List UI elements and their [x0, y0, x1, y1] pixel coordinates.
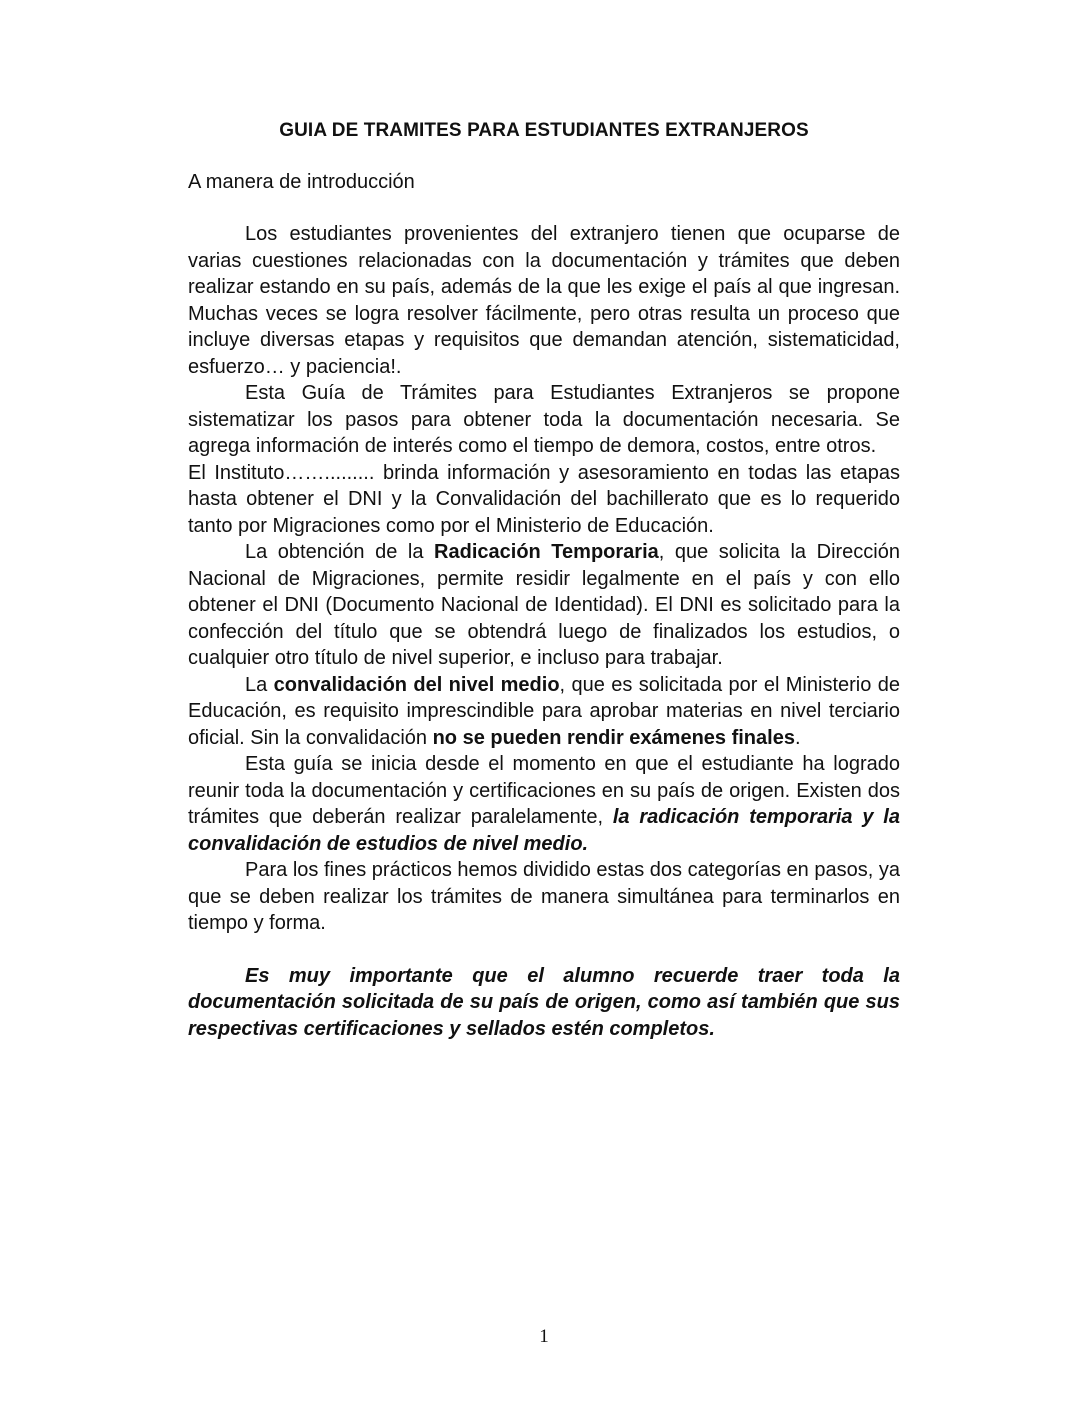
paragraph-6-text-pre: Esta guía se inicia desde el momento en que el estudiante ha logrado reunir toda la documentación y certificaciones en su país de origen. Existen dos trámites que deberán realizar paralelamente, — [188, 753, 900, 828]
paragraph-2: Esta Guía de Trámites para Estudiantes Extranjeros se propone sistematizar los pasos para obtener toda la documentación necesaria. Se agrega información de interés como el tiempo de demora, costos, entre otros. — [188, 382, 900, 457]
paragraph-5-text-post: . — [794, 726, 801, 749]
paragraph-3: El Instituto……......... brinda información y asesoramiento en todas las etapas hasta obtener el DNI y la Convalidación del bachillerato que es lo requerido tanto por Migraciones como por el Ministerio de Educación. — [188, 461, 900, 537]
radicacion-temporaria-emphasis: Radicación Temporaria — [434, 541, 659, 563]
paragraph-6 — [188, 751, 900, 857]
paragraph-7: Para los fines prácticos hemos dividido estas dos categorías en pasos, ya que se deben realizar los trámites de manera simultánea para terminarlos en tiempo y forma. — [188, 859, 900, 934]
paragraph-1: Los estudiantes provenientes del extranjero tienen que ocuparse de varias cuestiones relacionadas con la documentación y trámites que deben realizar estando en su país, además de la que les exige el país al que ingresan. Muchas veces se logra resolver fácilmente, pero otras resulta un proceso que incluye diversas etapas y requisitos que demandan atención, sistematicidad, esfuerzo… y paciencia!. — [188, 223, 900, 378]
paragraph-4-text-post: , que solicita la Dirección Nacional de Migraciones, permite residir legalmente en el país y con ello obtener el DNI (Documento Nacional de Identidad). El DNI es solicitado para la confección del título que se obtendrá luego de finalizados los estudios, o cualquier otro título de nivel superior, e incluso para trabajar. — [188, 541, 900, 669]
paragraph-4-text-pre: La obtención de la — [245, 541, 435, 563]
tramites-emphasis: la radicación temporaria y la convalidación de estudios de nivel medio. — [188, 806, 900, 855]
paragraph-5-text-mid: , que es solicitada por el Ministerio de Educación, es requisito imprescindible para aprobar materias en nivel terciario oficial. Sin la convalidación — [188, 673, 900, 749]
closing-note: Es muy importante que el alumno recuerde traer toda la documentación solicitada de su país de origen, como así también que sus respectivas certificaciones y sellados estén completos. — [188, 964, 900, 1040]
paragraph-4 — [188, 539, 900, 672]
document-title: GUIA DE TRAMITES PARA ESTUDIANTES EXTRANJEROS — [279, 120, 809, 141]
document-body — [188, 118, 900, 1042]
paragraph-5 — [188, 672, 900, 752]
paragraph-5-text-pre: La — [245, 673, 274, 696]
page-number: 1 — [539, 1326, 549, 1347]
intro-heading: A manera de introducción — [188, 170, 415, 193]
convalidacion-emphasis: convalidación del nivel medio — [273, 673, 560, 696]
examenes-emphasis: no se pueden rendir exámenes finales — [432, 726, 795, 749]
